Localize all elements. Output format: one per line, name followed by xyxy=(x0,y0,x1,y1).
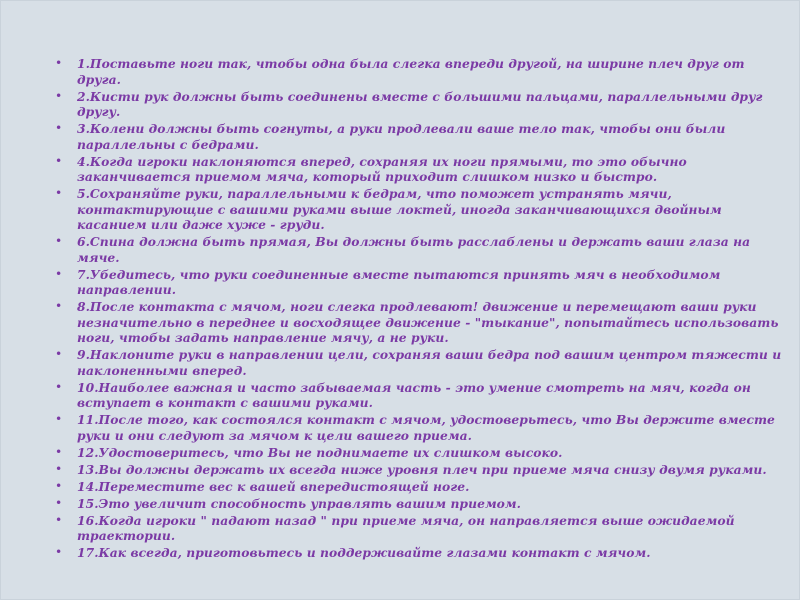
list-item xyxy=(55,56,785,87)
bullet-icon: • xyxy=(55,545,63,559)
bullet-icon: • xyxy=(55,347,63,361)
list-item xyxy=(55,380,785,411)
list-item-text: 1.Поставьте ноги так, чтобы одна была слегка впереди другой, на ширине плеч друг от друга. xyxy=(77,56,745,87)
list-item-text: 8.После контакта с мячом, ноги слегка продлевают! движение и перемещают ваши руки незначительно в переднее и восходящее движение - "тыкание", попытайтесь использовать ноги, чтобы задать направление мячу, а не руки. xyxy=(77,299,779,345)
list-item xyxy=(55,462,785,478)
bullet-icon: • xyxy=(55,186,63,200)
bullet-icon: • xyxy=(55,461,63,476)
bullet-icon: • xyxy=(55,495,63,510)
list-item xyxy=(55,347,785,378)
list-item-text: 6.Спина должна быть прямая, Вы должны быть расслаблены и держать ваши глаза на мяче. xyxy=(77,234,751,265)
list-item xyxy=(55,121,785,152)
list-item xyxy=(55,234,785,265)
list-item-text: 14.Переместите вес к вашей впередистоящей ноге. xyxy=(77,478,470,494)
list-item-text: 12.Удостоверитесь, что Вы не поднимаете их слишком высоко. xyxy=(77,444,563,460)
list-item xyxy=(55,545,785,561)
bullet-icon: • xyxy=(55,266,63,281)
list-item xyxy=(55,299,785,346)
bullet-icon: • xyxy=(55,412,63,426)
bullet-icon: • xyxy=(55,153,63,168)
list-item-text: 10.Наиболее важная и часто забываемая часть - это умение смотреть на мяч, когда он вступает в контакт с вашими руками. xyxy=(77,379,751,410)
bullet-icon: • xyxy=(55,512,63,527)
list-item-text: 5.Сохраняйте руки, параллельными к бедрам, что поможет устранять мячи, контактирующие с вашими руками выше локтей, иногда заканчивающихся двойным касанием или даже хуже - груди. xyxy=(77,186,722,232)
list-item-text: 17.Как всегда, приготовьтесь и поддерживайте глазами контакт с мячом. xyxy=(77,545,651,560)
list-item-text: 11.После того, как состоялся контакт с мячом, удостоверьтесь, что Вы держите вместе руки и они следуют за мячом к цели вашего приема. xyxy=(77,412,775,443)
list-item xyxy=(55,496,785,512)
list-item-text: 3.Колени должны быть согнуты, а руки продлевали ваше тело так, чтобы они были параллельны с бедрами. xyxy=(77,121,726,152)
list-item-text: 9.Наклоните руки в направлении цели, сохраняя ваши бедра под вашим центром тяжести и наклоненными вперед. xyxy=(77,347,782,378)
slide-content xyxy=(55,56,785,562)
bullet-icon: • xyxy=(55,478,63,493)
bullet-icon: • xyxy=(55,56,63,70)
list-item-text: 7.Убедитесь, что руки соединенные вместе пытаются принять мяч в необходимом направлении. xyxy=(77,266,721,297)
bullet-icon: • xyxy=(55,121,63,135)
list-item-text: 4.Когда игроки наклоняются вперед, сохраняя их ноги прямыми, то это обычно заканчивается приемом мяча, который приходит слишком низко и быстро. xyxy=(77,153,687,184)
list-item xyxy=(55,412,785,443)
bullet-icon: • xyxy=(55,88,63,103)
bullet-icon: • xyxy=(55,234,63,248)
bullet-icon: • xyxy=(55,299,63,313)
bullet-icon: • xyxy=(55,379,63,394)
bullet-icon: • xyxy=(55,444,63,459)
list-item-text: 2.Кисти рук должны быть соединены вместе с большими пальцами, параллельными друг другу. xyxy=(77,88,763,119)
list-item xyxy=(55,445,785,461)
list-item xyxy=(55,89,785,120)
list-item xyxy=(55,154,785,185)
list-item xyxy=(55,479,785,495)
list-item-text: 15.Это увеличит способность управлять вашим приемом. xyxy=(77,495,522,511)
instruction-list xyxy=(55,56,785,561)
list-item xyxy=(55,186,785,233)
list-item-text: 13.Вы должны держать их всегда ниже уровня плеч при приеме мяча снизу двумя руками. xyxy=(77,461,767,477)
list-item-text: 16.Когда игроки " падают назад " при приеме мяча, он направляется выше ожидаемой траектории. xyxy=(77,512,735,543)
list-item xyxy=(55,513,785,544)
list-item xyxy=(55,267,785,298)
